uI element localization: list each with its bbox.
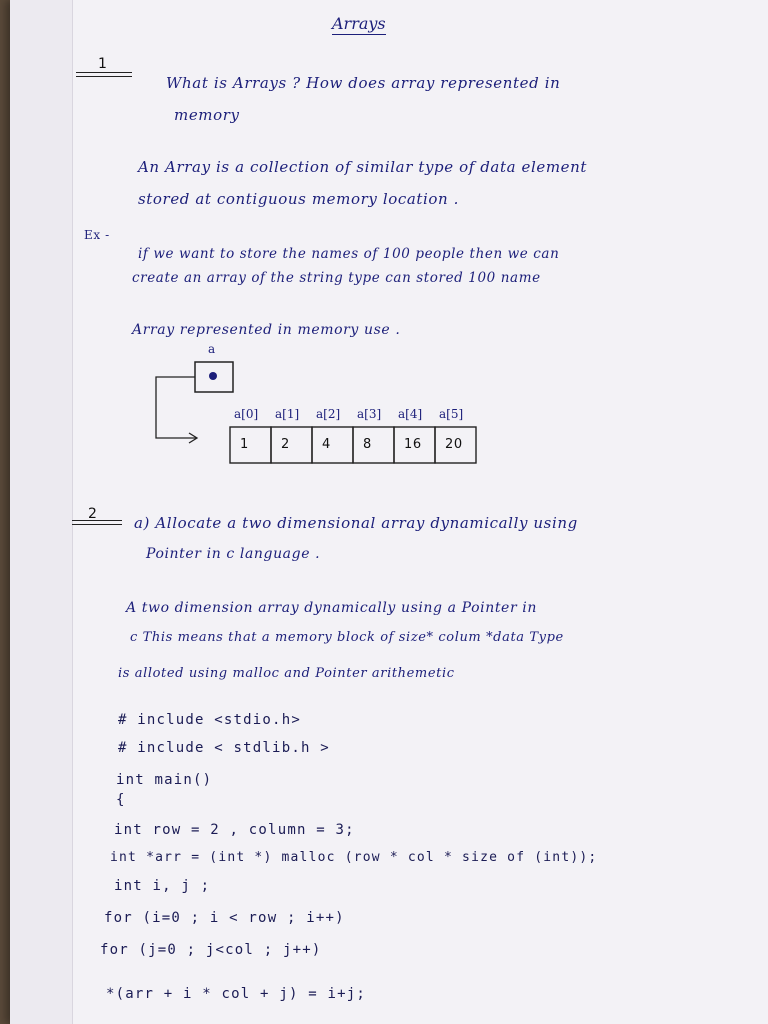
question-1-line-2: memory <box>174 106 240 124</box>
example-line-2: create an array of the string type can stored 100 name <box>132 270 541 286</box>
array-index-label: a[5] <box>439 407 464 421</box>
code-line: int *arr = (int *) malloc (row * col * size of (int)); <box>110 850 598 865</box>
code-line: { <box>116 792 126 808</box>
array-cell-value: 4 <box>322 437 331 452</box>
question-2-line-2: Pointer in c language . <box>146 546 321 562</box>
code-line: for (j=0 ; j<col ; j++) <box>100 942 322 958</box>
array-index-label: a[2] <box>316 407 341 421</box>
array-cell-value: 16 <box>404 437 422 452</box>
answer-2-line-3: is alloted using malloc and Pointer arithemetic <box>118 666 455 681</box>
answer-2-line-1: A two dimension array dynamically using a Pointer in <box>126 600 537 616</box>
question-2-underline <box>72 520 122 525</box>
answer-2-line-2: c This means that a memory block of size* colum *data Type <box>130 630 564 645</box>
array-cell <box>271 427 312 463</box>
array-cell <box>230 427 271 463</box>
array-cell-value: 20 <box>445 437 463 452</box>
array-index-label: a[4] <box>398 407 423 421</box>
array-cells <box>230 427 476 463</box>
page-title: Arrays <box>332 14 386 33</box>
array-cell <box>353 427 394 463</box>
code-line: # include < stdlib.h > <box>118 740 330 756</box>
code-line: # include <stdio.h> <box>118 712 301 728</box>
question-1-number: 1 <box>98 56 107 72</box>
question-2-line-1: a) Allocate a two dimensional array dynamically using <box>134 514 578 532</box>
pointer-arrow <box>156 377 196 438</box>
pointer-dot <box>209 372 217 380</box>
code-line: int row = 2 , column = 3; <box>114 822 355 838</box>
array-index-label: a[3] <box>357 407 382 421</box>
code-line: int i, j ; <box>114 878 211 894</box>
array-cell-value: 1 <box>240 437 249 452</box>
array-cell-value: 2 <box>281 437 290 452</box>
answer-1-line-2: stored at contiguous memory location . <box>138 190 460 208</box>
code-line: *(arr + i * col + j) = i+j; <box>106 986 366 1002</box>
array-index-label: a[1] <box>275 407 300 421</box>
code-line: int main() <box>116 772 213 788</box>
array-index-label: a[0] <box>234 407 259 421</box>
example-label: Ex - <box>84 228 110 242</box>
question-1-line-1: What is Arrays ? How does array represented in <box>166 74 561 92</box>
pointer-label: a <box>208 342 216 356</box>
array-cell <box>312 427 353 463</box>
array-cell-value: 8 <box>363 437 372 452</box>
representation-line: Array represented in memory use . <box>132 322 401 338</box>
code-line: for (i=0 ; i < row ; i++) <box>104 910 345 926</box>
example-line-1: if we want to store the names of 100 people then we can <box>138 246 560 262</box>
question-2-number: 2 <box>88 506 97 522</box>
answer-1-line-1: An Array is a collection of similar type of data element <box>138 158 588 176</box>
